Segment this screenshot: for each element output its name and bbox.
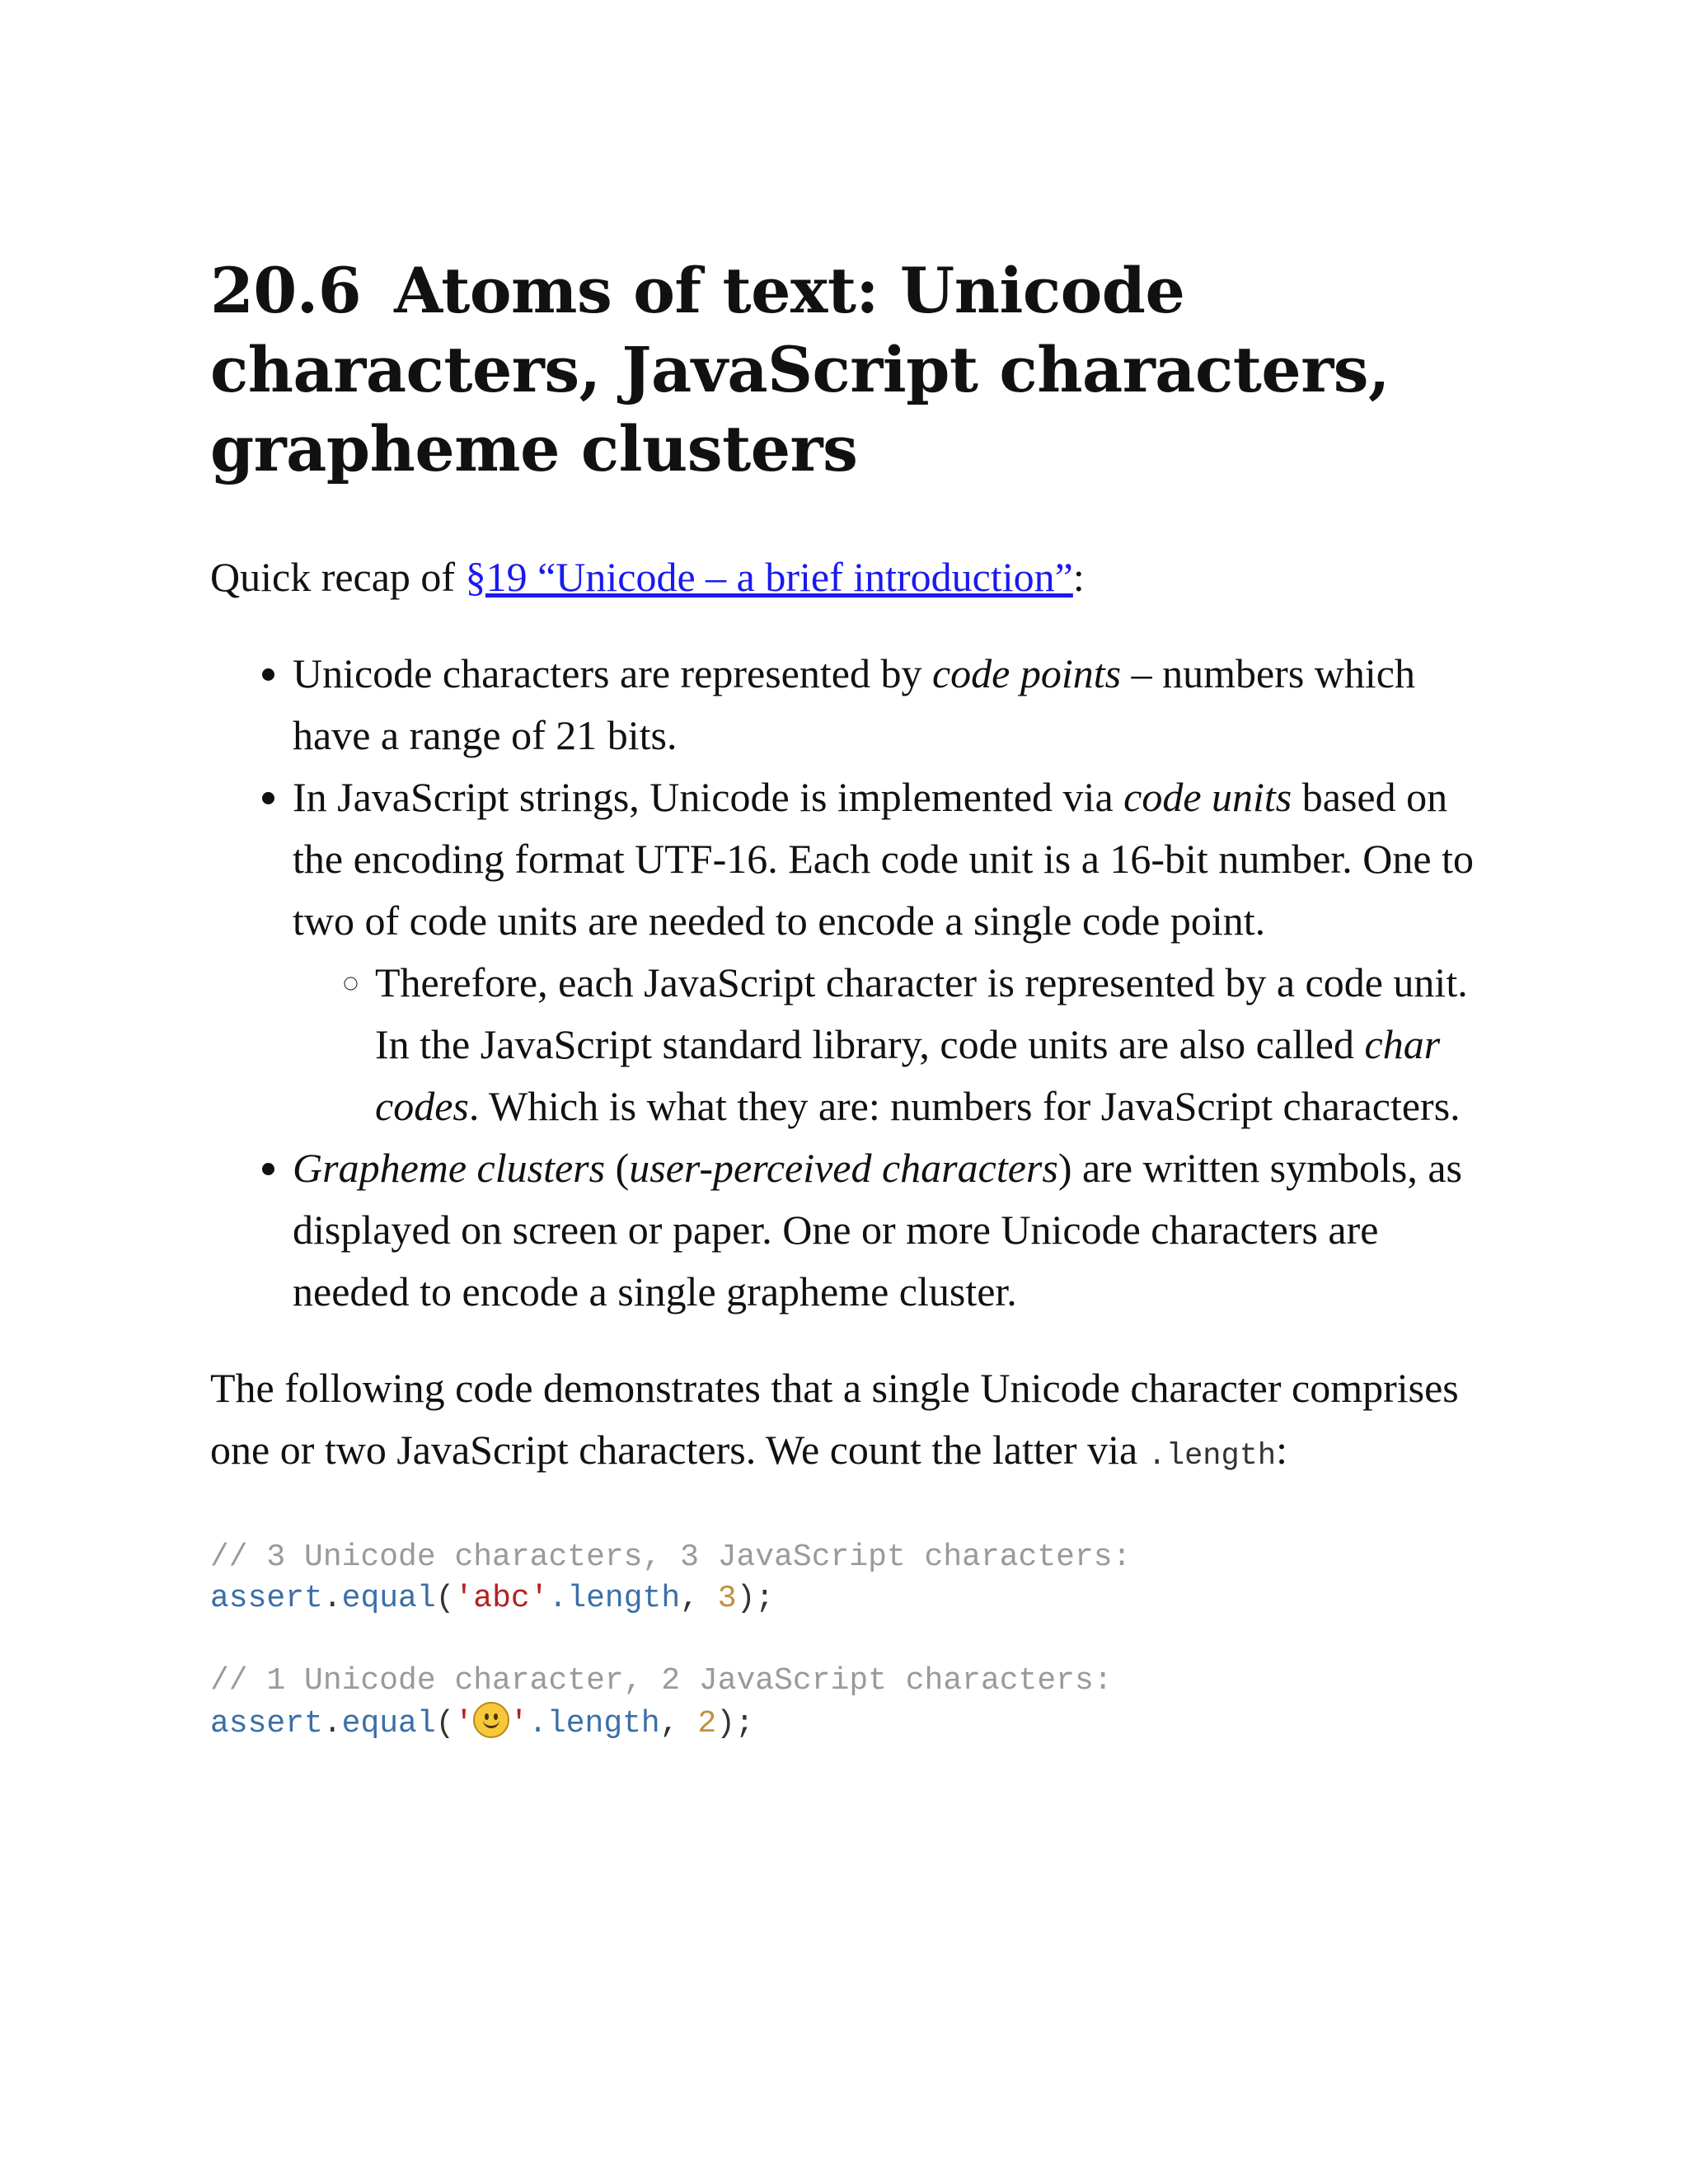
section-heading — [210, 251, 1496, 489]
list-item-text: based on the encoding format UTF-16. Each code unit is a 16-bit number. One to two of code units are needed to encode a single code point. — [293, 774, 1474, 944]
code-string-quote: ' — [454, 1706, 474, 1741]
code-string: 'abc' — [454, 1581, 549, 1616]
emphasis-text: code units — [1123, 774, 1292, 820]
code-number: 3 — [717, 1581, 737, 1616]
recap-suffix: : — [1072, 554, 1085, 600]
list-item — [293, 643, 1496, 766]
code-object: assert — [210, 1706, 323, 1741]
list-item — [375, 952, 1496, 1137]
list-item-text: ( — [605, 1145, 630, 1191]
document-page — [210, 251, 1496, 1745]
paragraph-suffix: : — [1276, 1427, 1288, 1473]
code-method: equal — [341, 1706, 436, 1741]
recap-paragraph — [210, 546, 1496, 608]
code-block — [210, 1537, 1496, 1745]
emphasis-text: char codes — [375, 1021, 1441, 1129]
list-item-text: In JavaScript strings, Unicode is implemented via — [293, 774, 1124, 820]
section-number: 20.6 — [210, 254, 362, 327]
code-number: 2 — [697, 1706, 717, 1741]
section-title: Atoms of text: Unicode characters, JavaScript characters, grapheme clusters — [210, 254, 1390, 485]
code-punct: , — [680, 1581, 718, 1616]
code-punct: ); — [736, 1581, 775, 1616]
recap-prefix: Quick recap of — [210, 554, 466, 600]
paragraph-text: The following code demonstrates that a single Unicode character comprises one or two JavaScript characters. We count the latter via — [210, 1365, 1459, 1473]
explanation-paragraph — [210, 1357, 1496, 1488]
list-item — [293, 1137, 1496, 1323]
code-punct: . — [322, 1581, 342, 1616]
code-punct: ( — [435, 1706, 455, 1741]
emphasis-text: Grapheme clusters — [293, 1145, 606, 1191]
list-item-text: Unicode characters are represented by — [293, 650, 932, 696]
emphasis-text: code points — [931, 650, 1122, 696]
code-method: equal — [341, 1581, 436, 1616]
code-property: .length — [528, 1706, 660, 1741]
slightly-smiling-face-icon — [473, 1702, 509, 1738]
emphasis-text: user-perceived characters — [629, 1145, 1058, 1191]
sub-bullet-list — [293, 952, 1496, 1137]
list-item-text: ) are written symbols, as displayed on screen or paper. One or more Unicode characters are needed to encode a single grapheme cluster. — [293, 1145, 1462, 1315]
code-comment: // 1 Unicode character, 2 JavaScript characters: — [210, 1663, 1113, 1699]
list-item-text: . Which is what they are: numbers for JavaScript characters. — [468, 1083, 1461, 1129]
code-punct: ( — [435, 1581, 455, 1616]
code-punct: . — [322, 1706, 342, 1741]
code-comment: // 3 Unicode characters, 3 JavaScript characters: — [210, 1540, 1132, 1575]
list-item-text: – numbers which have a range of 21 bits. — [293, 650, 1415, 758]
code-string-quote: ' — [509, 1706, 529, 1741]
code-object: assert — [210, 1581, 323, 1616]
code-punct: , — [659, 1706, 698, 1741]
code-property: .length — [548, 1581, 681, 1616]
list-item-text: Therefore, each JavaScript character is represented by a code unit. In the JavaScript standard library, code units are also called — [375, 959, 1468, 1067]
code-punct: ); — [716, 1706, 754, 1741]
unicode-intro-link[interactable]: §19 “Unicode – a brief introduction” — [465, 554, 1073, 600]
bullet-list — [210, 643, 1496, 1323]
list-item — [293, 766, 1496, 1137]
inline-code: .length — [1147, 1439, 1277, 1474]
